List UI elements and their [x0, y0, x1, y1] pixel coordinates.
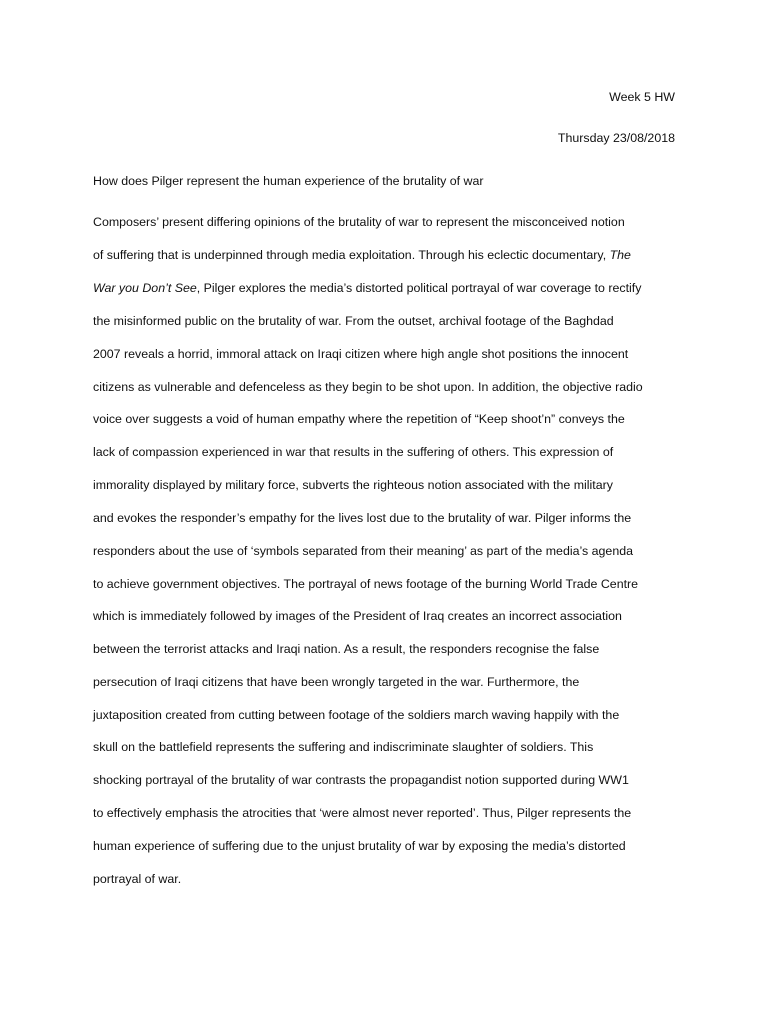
essay-line: the misinformed public on the brutality of war. From the outset, archival footage of the Baghdad	[93, 314, 614, 328]
essay-question: How does Pilger represent the human experience of the brutality of war	[93, 174, 484, 188]
film-title-part-1: The	[609, 248, 631, 262]
essay-line: immorality displayed by military force, subverts the righteous notion associated with the military	[93, 478, 613, 492]
essay-line: and evokes the responder’s empathy for the lives lost due to the brutality of war. Pilger informs the	[93, 511, 632, 525]
essay-line: Composers’ present differing opinions of the brutality of war to represent the misconceived notion	[93, 215, 625, 229]
essay-line: between the terrorist attacks and Iraqi nation. As a result, the responders recognise the false	[93, 642, 600, 656]
essay-line: juxtaposition created from cutting between footage of the soldiers march waving happily with the	[93, 708, 620, 722]
essay-line: to achieve government objectives. The portrayal of news footage of the burning World Trade Centre	[93, 577, 639, 591]
essay-line: responders about the use of ‘symbols separated from their meaning’ as part of the media’s agenda	[93, 544, 633, 558]
essay-text: of suffering that is underpinned through media exploitation. Through his eclectic documentary,	[93, 248, 610, 262]
essay-line: to effectively emphasis the atrocities that ‘were almost never reported’. Thus, Pilger represents the	[93, 806, 632, 820]
essay-line: shocking portrayal of the brutality of war contrasts the propagandist notion supported during WW1	[93, 773, 629, 787]
essay-line	[93, 280, 641, 296]
essay-text: , Pilger explores the media’s distorted political portrayal of war coverage to rectify	[196, 281, 642, 295]
header-week: Week 5 HW	[609, 90, 675, 104]
essay-line: which is immediately followed by images of the President of Iraq creates an incorrect association	[93, 609, 622, 623]
essay-line: voice over suggests a void of human empathy where the repetition of “Keep shoot’n” conveys the	[93, 412, 625, 426]
essay-line: human experience of suffering due to the unjust brutality of war by exposing the media’s distorted	[93, 839, 626, 853]
essay-line: skull on the battlefield represents the suffering and indiscriminate slaughter of soldiers. This	[93, 740, 594, 754]
essay-line	[93, 247, 631, 263]
essay-line: lack of compassion experienced in war that results in the suffering of others. This expression of	[93, 445, 614, 459]
essay-line: citizens as vulnerable and defenceless as they begin to be shot upon. In addition, the objective radio	[93, 380, 643, 394]
film-title-part-2: War you Don’t See	[93, 281, 197, 295]
essay-line: portrayal of war.	[93, 872, 182, 886]
header-date: Thursday 23/08/2018	[557, 131, 675, 145]
essay-line: persecution of Iraqi citizens that have been wrongly targeted in the war. Furthermore, the	[93, 675, 580, 689]
essay-line: 2007 reveals a horrid, immoral attack on Iraqi citizen where high angle shot positions the innocent	[93, 347, 629, 361]
